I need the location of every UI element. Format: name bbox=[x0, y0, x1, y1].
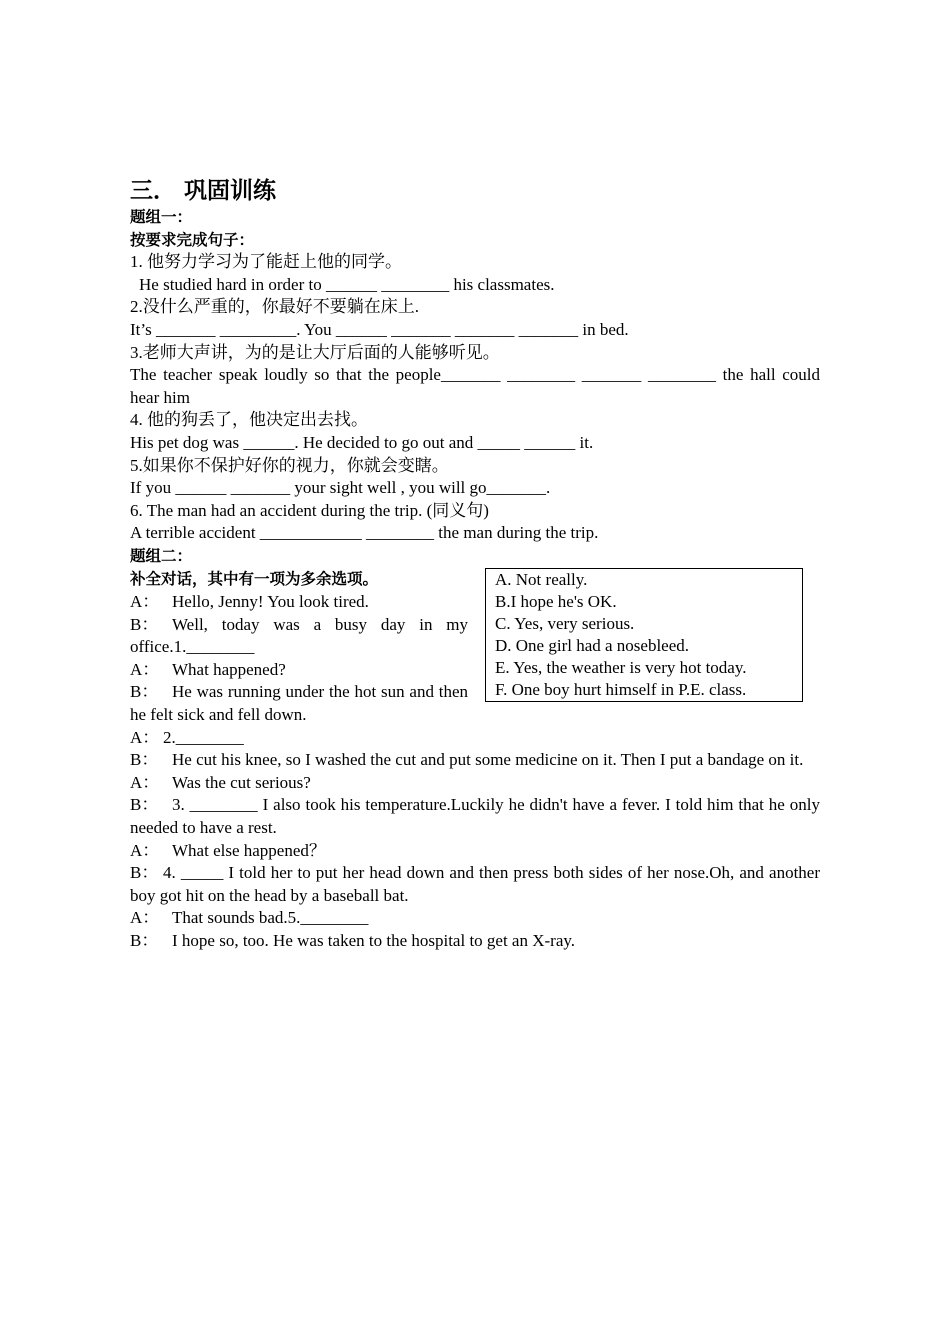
dialog-speaker: A： bbox=[130, 659, 160, 679]
group1-title: 题组一： bbox=[130, 208, 193, 226]
dialog-line bbox=[130, 681, 468, 726]
question-cn: 6. The man had an accident during the trip. (同义句) bbox=[130, 500, 489, 520]
dialog-line bbox=[130, 591, 468, 614]
option-c: C. Yes, very serious. bbox=[495, 613, 635, 633]
question-6 bbox=[130, 500, 820, 545]
option-a: A. Not really. bbox=[495, 569, 588, 589]
dialog-text: Hello, Jenny! You look tired. bbox=[172, 592, 369, 612]
option-f: F. One boy hurt himself in P.E. class. bbox=[495, 679, 747, 699]
dialog-speaker: B： bbox=[130, 750, 159, 770]
dialog-speaker: B： bbox=[130, 863, 159, 883]
dialog-text: He was running under the hot sun and then he felt sick and fell down. bbox=[130, 682, 468, 725]
dialog-line bbox=[130, 727, 820, 750]
question-cn: 5.如果你不保护好你的视力，你就会变瞎。 bbox=[130, 455, 449, 475]
question-en: A terrible accident ____________ ________ the man during the trip. bbox=[130, 523, 599, 543]
group2-instruction: 补全对话，其中有一项为多余选项。 bbox=[130, 569, 379, 588]
question-cn: 3.老师大声讲，为的是让大厅后面的人能够听见。 bbox=[130, 342, 500, 362]
question-4 bbox=[130, 409, 820, 454]
group2-title: 题组二： bbox=[130, 546, 193, 565]
dialog-text: I hope so, too. He was taken to the hospital to get an X-ray. bbox=[172, 931, 576, 950]
question-en: His pet dog was ______. He decided to go out and _____ ______ it. bbox=[130, 432, 594, 452]
dialog-speaker: A： bbox=[130, 908, 160, 928]
dialog-speaker: B： bbox=[130, 931, 159, 950]
dialog-line bbox=[130, 794, 820, 839]
option-d: D. One girl had a nosebleed. bbox=[495, 635, 690, 655]
dialog-text: Was the cut serious? bbox=[172, 772, 311, 792]
option-b: B.I hope he's OK. bbox=[495, 591, 617, 611]
question-cn: 4. 他的狗丢了，他决定出去找。 bbox=[130, 410, 368, 430]
dialog-text: Well, today was a busy day in my office.1.________ bbox=[130, 614, 468, 657]
question-en: It’s _______ _________. You ______ _______ _______ _______ in bed. bbox=[130, 319, 629, 339]
dialog-text: That sounds bad.5.________ bbox=[172, 908, 369, 928]
dialog-line bbox=[130, 930, 820, 953]
dialog-speaker: B： bbox=[130, 795, 159, 815]
question-cn: 1. 他努力学习为了能赶上他的同学。 bbox=[130, 252, 402, 272]
dialog-speaker: A： bbox=[130, 840, 160, 860]
group2-block bbox=[130, 568, 820, 727]
dialog-text: 4. _____ I told her to put her head down and then press both sides of her nose.Oh, and another boy got hit on the head by a baseball bat. bbox=[130, 863, 820, 905]
question-1 bbox=[130, 251, 820, 296]
dialog-line bbox=[130, 907, 820, 930]
dialog-speaker: B： bbox=[130, 614, 159, 634]
dialog-text: 3. ________ I also took his temperature.Luckily he didn't have a fever. I told him that he only needed to have a rest. bbox=[130, 795, 820, 838]
worksheet-page bbox=[130, 176, 820, 953]
group1-instruction: 按要求完成句子： bbox=[130, 230, 255, 249]
question-3 bbox=[130, 342, 820, 410]
dialog-line bbox=[130, 772, 820, 795]
dialog-text: 2.________ bbox=[163, 727, 244, 747]
dialog-line bbox=[130, 840, 820, 863]
section-title: 三． 巩固训练 bbox=[130, 178, 277, 204]
dialog-line bbox=[130, 614, 468, 659]
question-2 bbox=[130, 296, 820, 341]
dialog-line bbox=[130, 862, 820, 907]
dialog-speaker: A： bbox=[130, 772, 160, 792]
dialog-speaker: A： bbox=[130, 727, 160, 747]
dialog-speaker: A： bbox=[130, 592, 160, 612]
dialog-text: What happened? bbox=[172, 659, 286, 679]
question-cn: 2.没什么严重的，你最好不要躺在床上. bbox=[130, 297, 419, 317]
dialog-line bbox=[130, 749, 820, 772]
dialog-continued bbox=[130, 727, 820, 953]
question-en: The teacher speak loudly so that the people_______ ________ _______ ________ the hall could hear him bbox=[130, 365, 820, 407]
question-en: If you ______ _______ your sight well , you will go_______. bbox=[130, 478, 551, 498]
option-e: E. Yes, the weather is very hot today. bbox=[495, 657, 747, 677]
dialog-text: He cut his knee, so I washed the cut and put some medicine on it. Then I put a bandage on it. bbox=[172, 750, 804, 770]
dialog-speaker: B： bbox=[130, 682, 159, 702]
dialog-line bbox=[130, 659, 468, 682]
dialog-left-column bbox=[130, 568, 468, 727]
question-5 bbox=[130, 455, 820, 500]
question-en: He studied hard in order to ______ ________ his classmates. bbox=[139, 274, 555, 294]
options-box bbox=[485, 568, 803, 702]
dialog-text: What else happened？ bbox=[172, 840, 326, 860]
